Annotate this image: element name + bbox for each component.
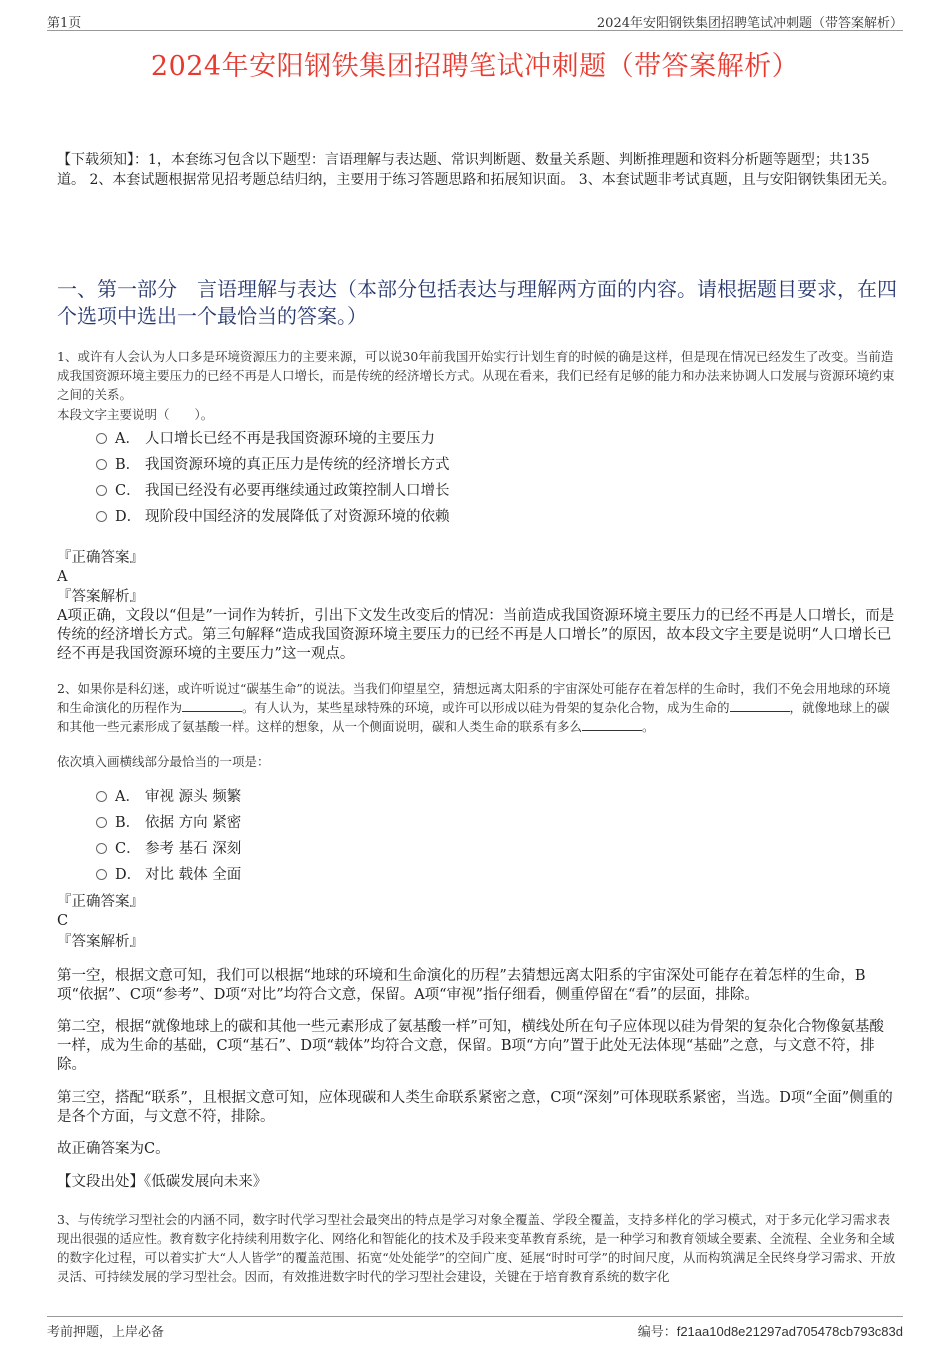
- radio-icon[interactable]: [96, 511, 107, 522]
- download-notice: 【下载须知】：1，本套练习包含以下题型：言语理解与表达题、常识判断题、数量关系题、判断推理题和资料分析题等题型；共135道。 2、本套试题根据常见招考题总结归纳，主要用于练习答题思路和拓展知识面。 3、本套试题非考试真题，且与安阳钢铁集团无关。: [57, 152, 896, 188]
- q1-prompt: 本段文字主要说明（ ）。: [57, 407, 214, 422]
- page-title: 2024年安阳钢铁集团招聘笔试冲刺题（带答案解析）: [150, 51, 800, 82]
- q2-conclusion: 故正确答案为C。: [57, 1141, 170, 1157]
- q2-option-c[interactable]: C． 参考 基石 深刻: [96, 839, 241, 859]
- q1-analysis-label: 『答案解析』: [57, 589, 144, 605]
- q1-option-a[interactable]: A． 人口增长已经不再是我国资源环境的主要压力: [96, 429, 435, 449]
- q2-analysis-p1: 第一空，根据文意可知，我们可以根据“地球的环境和生命演化的历程”去猜想远离太阳系的宇宙深处可能存在着怎样的生命，B项“依据”、C项“参考”、D项“对比”均符合文意，保留。A项“审视”指仔细看，侧重停留在“看”的层面，排除。: [57, 968, 866, 1003]
- footer-code: 编号：f21aa10d8e21297ad705478cb793c83d: [637, 1324, 903, 1340]
- blank-line: [182, 699, 242, 712]
- q2-analysis-label: 『答案解析』: [57, 934, 144, 950]
- q2-option-a[interactable]: A． 审视 源头 频繁: [96, 787, 241, 807]
- q1-analysis: A项正确，文段以“但是”一词作为转折，引出下文发生改变后的情况：当前造成我国资源环境主要压力的已经不再是人口增长，而是传统的经济增长方式。第三句解释“造成我国资源环境主要压力的已经不再是人口增长”的原因，故本段文字主要是说明“人口增长已经不再是我国资源环境的主要压力”这一观点。: [57, 608, 895, 662]
- q1-option-c[interactable]: C． 我国已经没有必要再继续通过政策控制人口增长: [96, 481, 450, 501]
- q1-option-d[interactable]: D． 现阶段中国经济的发展降低了对资源环境的依赖: [96, 507, 450, 527]
- q1-answer: A: [57, 569, 68, 585]
- header-doc-title: 2024年安阳钢铁集团招聘笔试冲刺题（带答案解析）: [596, 16, 903, 31]
- q2-analysis-p2: 第二空，根据“就像地球上的碳和其他一些元素形成了氨基酸一样”可知，横线处所在句子应体现以硅为骨架的复杂化合物像氨基酸一样，成为生命的基础，C项“基石”、D项“载体”均符合文意，保留。B项“方向”置于此处无法体现“基础”之意，与文意不符，排除。: [57, 1019, 884, 1073]
- radio-icon[interactable]: [96, 433, 107, 444]
- radio-icon[interactable]: [96, 791, 107, 802]
- page-footer: [47, 1316, 903, 1339]
- radio-icon[interactable]: [96, 485, 107, 496]
- q1-stem: 1、或许有人会认为人口多是环境资源压力的主要来源，可以说30年前我国开始实行计划生育的时候的确是这样，但是现在情况已经发生了改变。当前造成我国资源环境主要压力的已经不再是人口增长，而是传统的经济增长方式。从现在看来，我们已经有足够的能力和办法来协调人口发展与资源环境约束之间的关系。: [57, 349, 895, 402]
- section-heading: 一、第一部分 言语理解与表达（本部分包括表达与理解两方面的内容。请根据题目要求，在四个选项中选出一个最恰当的答案。）: [57, 277, 897, 328]
- radio-icon[interactable]: [96, 817, 107, 828]
- q2-stem: 2、如果你是科幻迷，或许听说过“碳基生命”的说法。当我们仰望星空，猜想远离太阳系的宇宙深处可能存在着怎样的生命时，我们不免会用地球的环境和生命演化的历程作为 。有人认为，某些星球特殊的环境，或许可以形成以硅为骨架的复杂化合物，成为生命的 ，就像地球上的碳和其他一些元素形成了氨基酸一样。这样的想象，从一个侧面说明，碳和人类生命的联系有多么 。: [57, 681, 891, 734]
- q2-source: 【文段出处】《低碳发展向未来》: [57, 1174, 268, 1190]
- q2-prompt: 依次填入画横线部分最恰当的一项是：: [57, 754, 270, 769]
- q2-answer: C: [57, 913, 69, 929]
- q3-stem: 3、与传统学习型社会的内涵不同，数字时代学习型社会最突出的特点是学习对象全覆盖、学段全覆盖，支持多样化的学习模式，对于多元化学习需求表现出很强的适应性。教育数字化持续利用数字化、网络化和智能化的技术及手段来变革教育系统，是一种学习和教育领域全要素、全流程、全业务和全域的数字化过程，可以着实扩大“人人皆学”的覆盖范围、拓宽“处处能学”的空间广度、延展“时时可学”的时间尺度，从而构筑满足全民终身学习需求、开放灵活、可持续发展的学习型社会。因而，有效推进数字时代的学习型社会建设，关键在于培育教育系统的数字化: [57, 1212, 896, 1284]
- radio-icon[interactable]: [96, 869, 107, 880]
- page-number: 第1页: [47, 16, 82, 31]
- q1-option-b[interactable]: B． 我国资源环境的真正压力是传统的经济增长方式: [96, 455, 450, 475]
- q2-analysis-p3: 第三空，搭配“联系”，且根据文意可知，应体现碳和人类生命联系紧密之意，C项“深刻”可体现联系紧密，当选。D项“全面”侧重的是各个方面，与文意不符，排除。: [57, 1090, 893, 1125]
- footer-slogan: 考前押题，上岸必备: [47, 1325, 165, 1340]
- q2-answer-label: 『正确答案』: [57, 894, 144, 910]
- q2-option-d[interactable]: D． 对比 载体 全面: [96, 865, 241, 885]
- q1-answer-label: 『正确答案』: [57, 550, 144, 566]
- blank-line: [730, 699, 790, 712]
- radio-icon[interactable]: [96, 459, 107, 470]
- radio-icon[interactable]: [96, 843, 107, 854]
- q2-option-b[interactable]: B． 依据 方向 紧密: [96, 813, 241, 833]
- blank-line: [582, 718, 642, 731]
- page-header: [47, 10, 903, 31]
